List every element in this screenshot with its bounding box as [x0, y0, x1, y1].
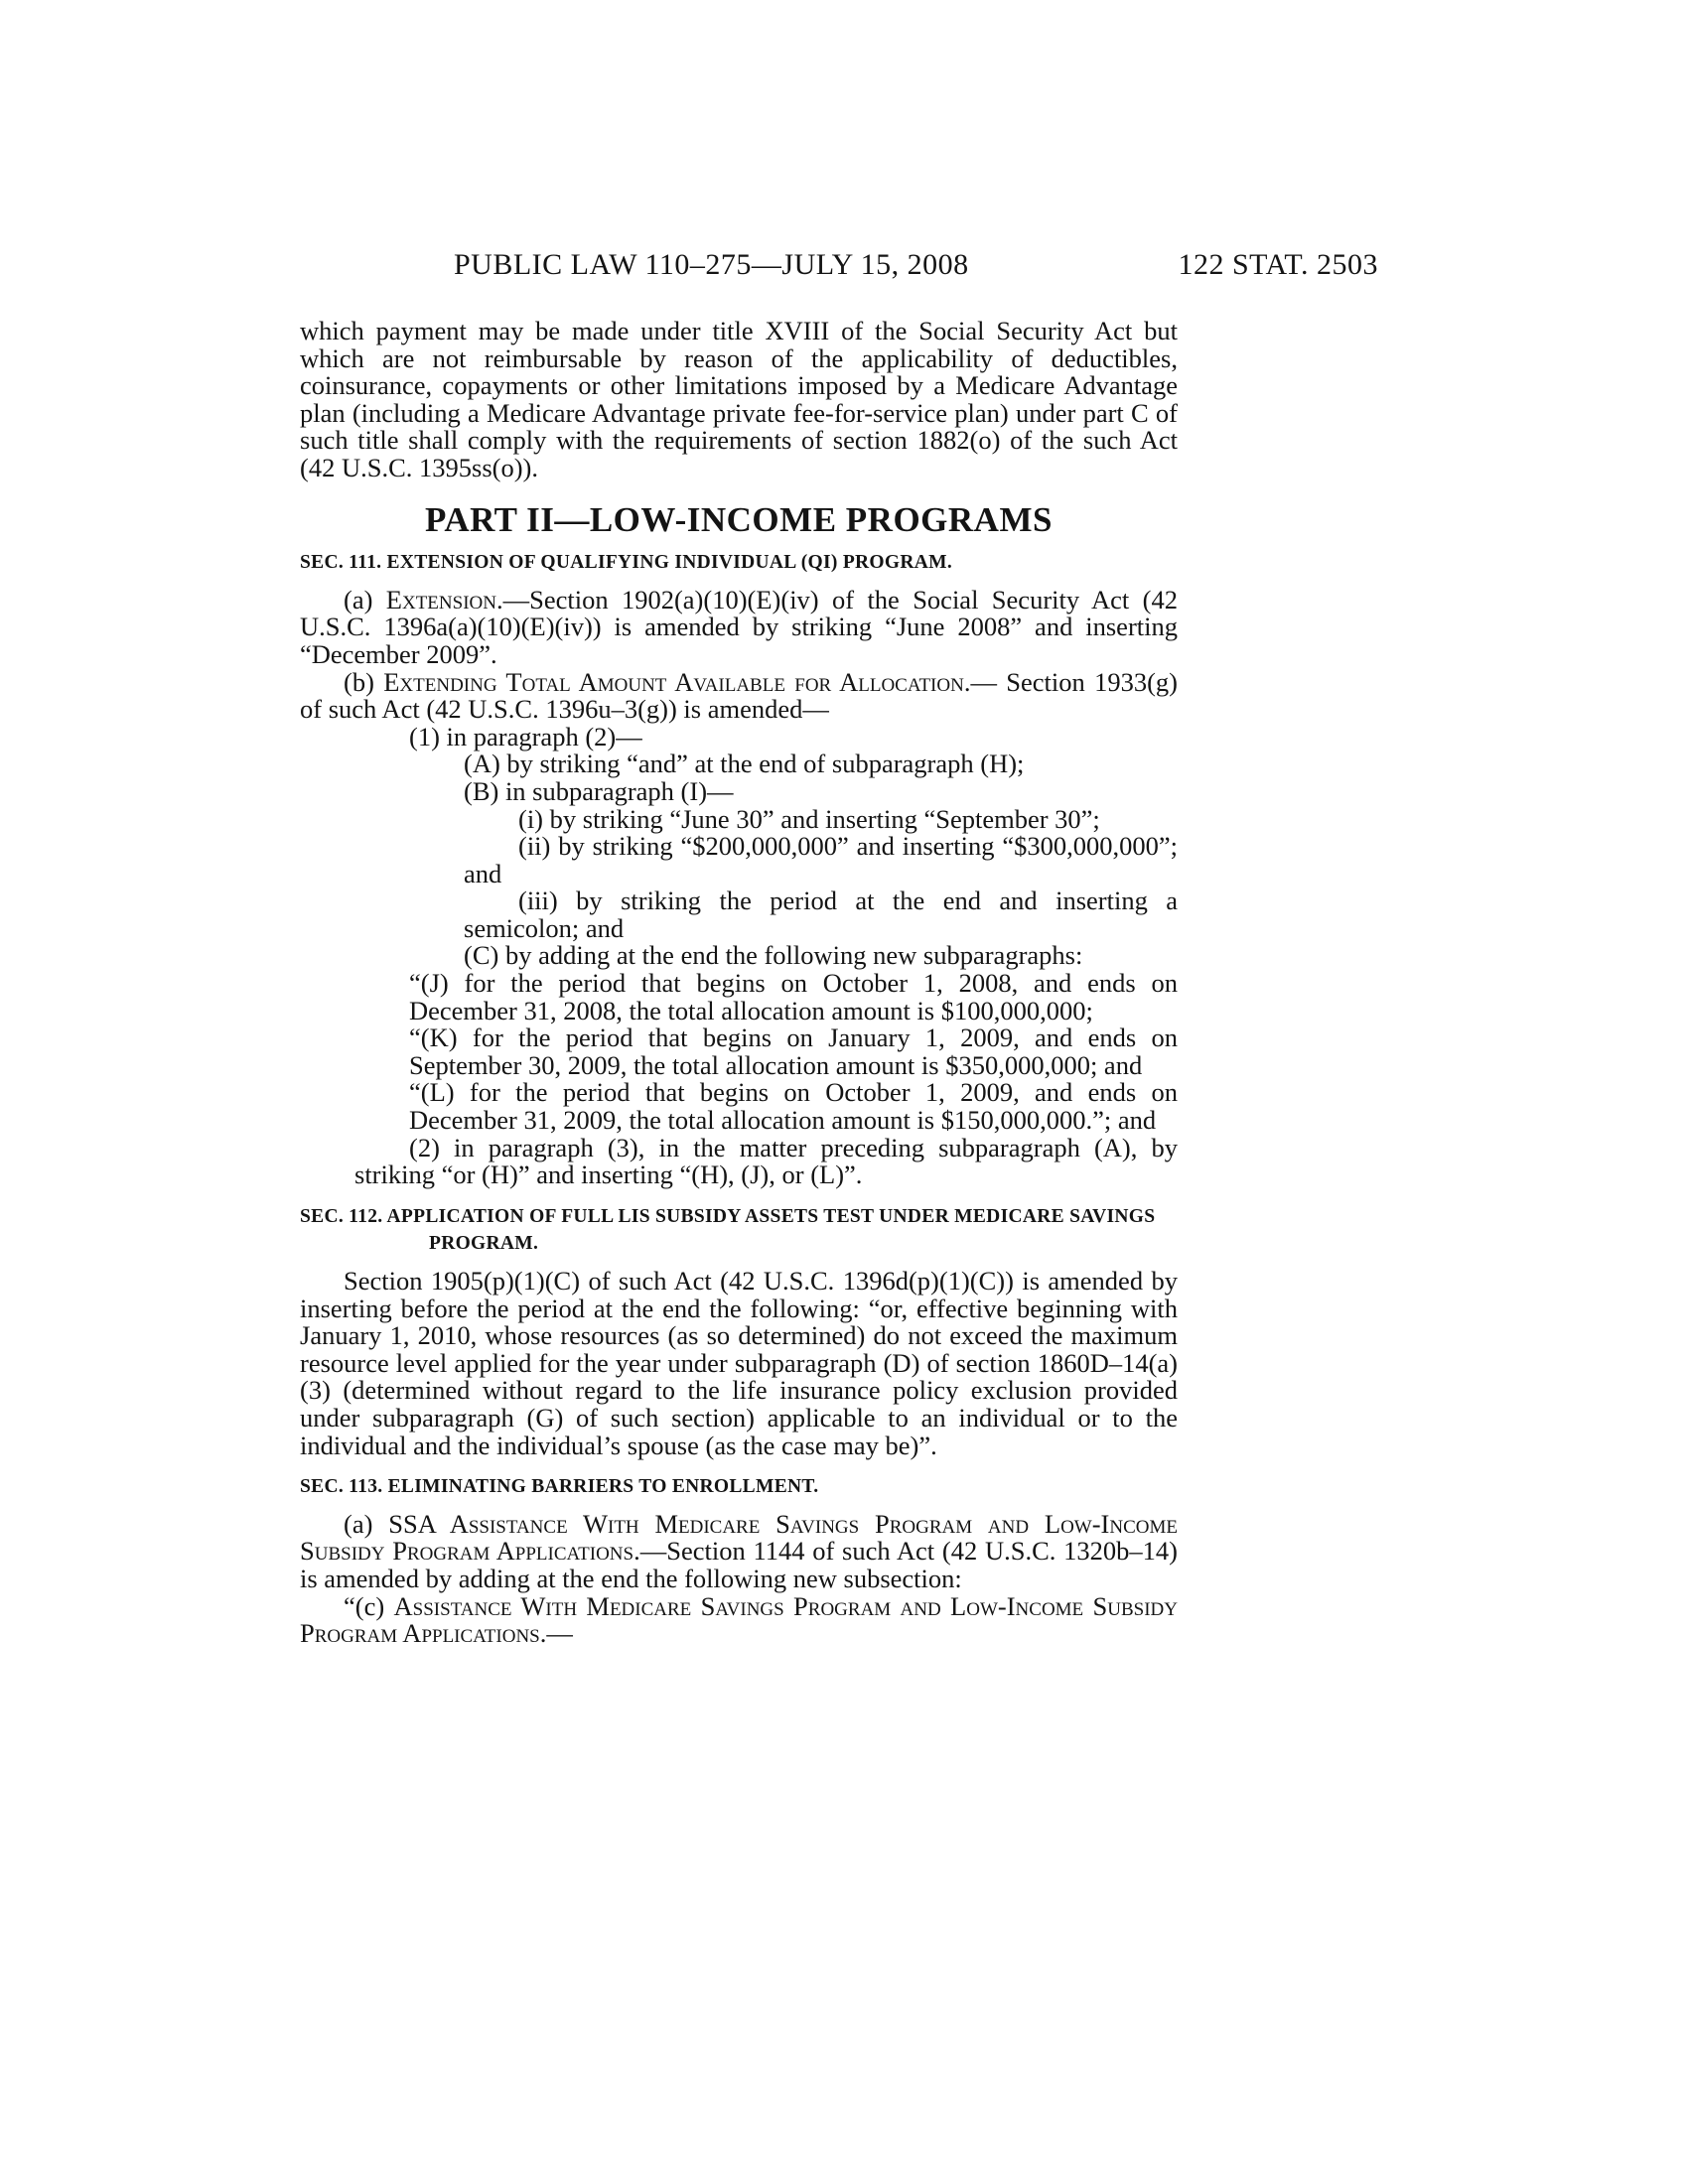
continuation-paragraph: which payment may be made under title XVIII of the Social Security Act but which are not reimbursable by reason of the applicability of deductibles, coinsurance, copayments or other limitations imposed by a Medicare Advantage plan (including a Medicare Advantage private fee-for-service plan) under part C of such title shall comply with the requirements of section 1882(o) of the such Act (42 U.S.C. 1395ss(o)).: [300, 316, 1178, 482]
paragraph-2: (2) in paragraph (3), in the matter preceding subparagraph (A), by striking “or (H)” and inserting “(H), (J), or (L)”.: [354, 1132, 1178, 1190]
running-head: [300, 248, 1378, 292]
section-113-heading: SEC. 113. ELIMINATING BARRIERS TO ENROLLMENT.: [300, 1476, 819, 1498]
section-112-text: Section 1905(p)(1)(C) of such Act (42 U.S.C. 1396d(p)(1)(C)) is amended by inserting before the period at the end the following: “or, effective beginning with January 1, 2010, whose resources (as so determined) do not exceed the maximum resource level applied for the year under subparagraph (D) of section 1860D–14(a)(3) (determined without regard to the life insurance policy exclusion provided under subparagraph (G) of such section) applicable to an individual or to the individual and the individual’s spouse (as the case may be)”.: [300, 1266, 1178, 1460]
running-head-page-ref: 122 STAT. 2503: [1178, 248, 1378, 281]
section-112-heading: SEC. 112. APPLICATION OF FULL LIS SUBSIDY ASSETS TEST UNDER MEDICARE SAVINGS PROGRAM.: [300, 1205, 1156, 1255]
clause-iii: (iii) by striking the period at the end and inserting a semicolon; and: [464, 886, 1178, 943]
section-111-subsection-a: (a) Extension.—Section 1902(a)(10)(E)(iv) of the Social Security Act (42 U.S.C. 1396a(a)(10)(E)(iv)) is amended by striking “June 2008” and inserting “December 2009”.: [300, 584, 1178, 669]
section-111-heading: SEC. 111. EXTENSION OF QUALIFYING INDIVIDUAL (QI) PROGRAM.: [300, 552, 952, 574]
section-111-subsection-b: (b) Extending Total Amount Available for Allocation.— Section 1933(g) of such Act (42 U.S.C. 1396u–3(g)) is amended—: [300, 666, 1178, 725]
quoted-subparagraph-L: “(L) for the period that begins on October 1, 2009, and ends on December 31, 2009, the total allocation amount is $150,000,000.”; and: [409, 1077, 1178, 1136]
quoted-subparagraph-K: “(K) for the period that begins on January 1, 2009, and ends on September 30, 2009, the total allocation amount is $350,000,000; and: [409, 1023, 1178, 1080]
subparagraph-B: (B) in subparagraph (I)—: [464, 775, 734, 806]
clause-i: (i) by striking “June 30” and inserting “September 30”;: [518, 803, 1100, 834]
section-113-quoted-subsection-c: “(c) Assistance With Medicare Savings Program and Low-Income Subsidy Program Applications.—: [300, 1590, 1178, 1649]
part-heading: PART II—LOW-INCOME PROGRAMS: [425, 499, 1053, 539]
section-113-subsection-a: (a) SSA Assistance With Medicare Savings Program and Low-Income Subsidy Program Applications.—Section 1144 of such Act (42 U.S.C. 1320b–14) is amended by adding at the end the following new subsection:: [300, 1508, 1178, 1593]
clause-ii: (ii) by striking “$200,000,000” and inserting “$300,000,000”; and: [464, 831, 1178, 888]
running-head-title: PUBLIC LAW 110–275—JULY 15, 2008: [454, 248, 969, 281]
subparagraph-C: (C) by adding at the end the following new subparagraphs:: [464, 940, 1083, 971]
subparagraph-A: (A) by striking “and” at the end of subparagraph (H);: [464, 749, 1025, 779]
paragraph-1: (1) in paragraph (2)—: [409, 721, 642, 751]
quoted-subparagraph-J: “(J) for the period that begins on October 1, 2008, and ends on December 31, 2008, the total allocation amount is $100,000,000;: [409, 968, 1178, 1025]
document-body: [300, 318, 1178, 1648]
